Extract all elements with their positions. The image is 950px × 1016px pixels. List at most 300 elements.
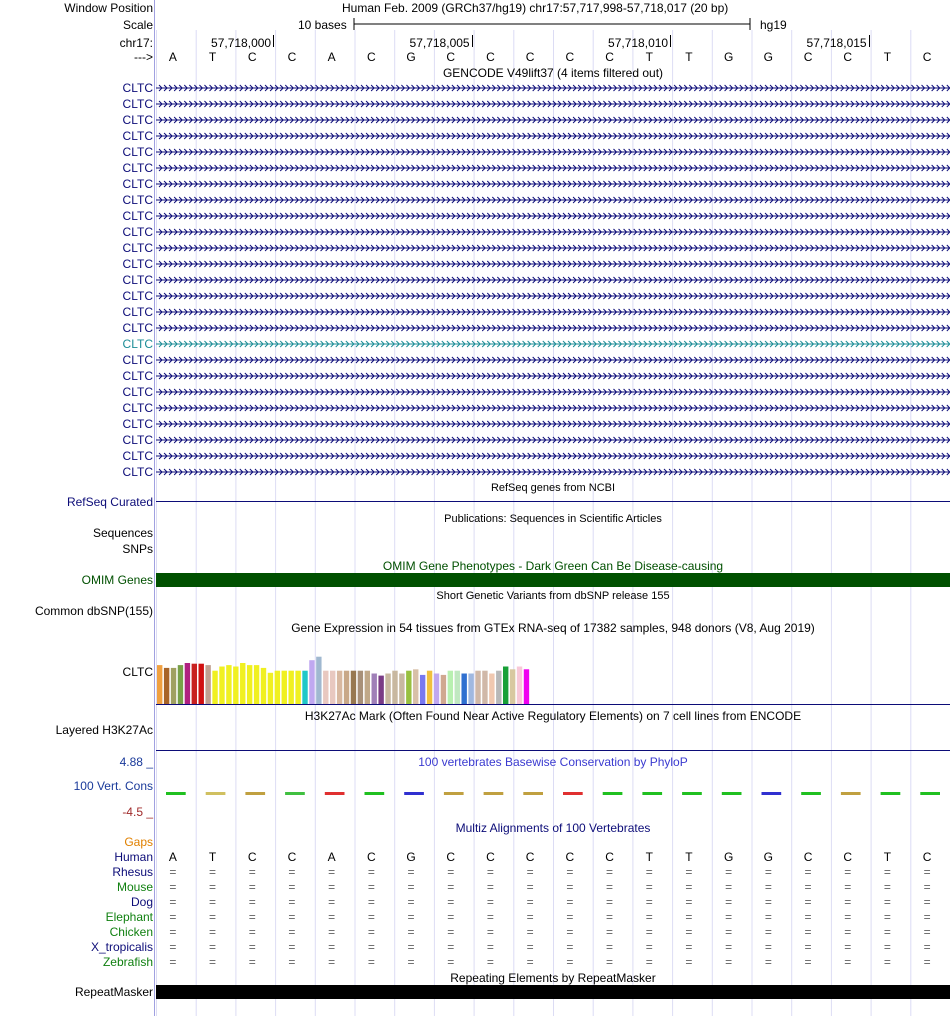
gtex-tissue-bar[interactable] (337, 671, 342, 705)
multiz-match-symbol: = (645, 910, 653, 924)
multiz-match-symbol: = (725, 865, 733, 879)
gencode-transcript-feature[interactable] (156, 258, 950, 270)
publications-sequences-label[interactable]: Sequences (92, 526, 153, 540)
multiz-human-base: T (645, 850, 653, 864)
sequence-base: C (247, 50, 257, 64)
gtex-tissue-bar[interactable] (254, 665, 259, 705)
gtex-tissue-bar[interactable] (247, 665, 252, 705)
multiz-gaps-label[interactable]: Gaps (124, 835, 153, 849)
gencode-transcript-feature[interactable] (156, 98, 950, 110)
multiz-match-symbol: = (566, 865, 574, 879)
multiz-match-symbol: = (328, 910, 336, 924)
multiz-match-symbol: = (328, 955, 336, 969)
gtex-tissue-bar[interactable] (219, 667, 224, 706)
multiz-match-symbol: = (288, 880, 296, 894)
gencode-transcript-label[interactable]: CLTC (122, 129, 153, 143)
multiz-match-symbol: = (367, 910, 375, 924)
multiz-match-symbol: = (685, 955, 693, 969)
multiz-match-symbol: = (883, 940, 891, 954)
scale-bases-text: 10 bases (298, 18, 347, 32)
gtex-tissue-bar[interactable] (378, 676, 383, 705)
multiz-match-symbol: = (407, 895, 415, 909)
gencode-transcript-label[interactable]: CLTC (122, 81, 153, 95)
multiz-match-symbol: = (645, 880, 653, 894)
multiz-match-symbol: = (288, 940, 296, 954)
gtex-tissue-bar[interactable] (510, 669, 515, 705)
multiz-match-symbol: = (447, 865, 455, 879)
gtex-tissue-bar[interactable] (178, 665, 183, 705)
gtex-tissue-bar[interactable] (503, 667, 508, 706)
multiz-match-symbol: = (248, 925, 256, 939)
phylop-score-mark (285, 792, 305, 795)
gencode-transcript-feature[interactable] (156, 402, 950, 414)
sequence-base: C (525, 50, 535, 64)
sequence-base: C (486, 50, 495, 64)
multiz-match-symbol: = (685, 895, 693, 909)
multiz-match-symbol: = (606, 955, 614, 969)
phylop-score-mark (762, 792, 782, 795)
multiz-match-symbol: = (407, 940, 415, 954)
gtex-tissue-bar[interactable] (157, 665, 162, 705)
gencode-transcript-feature[interactable] (156, 450, 950, 462)
omim-label[interactable]: OMIM Genes (81, 573, 153, 587)
multiz-match-symbol: = (447, 925, 455, 939)
multiz-match-symbol: = (566, 925, 574, 939)
gtex-tissue-bar[interactable] (295, 671, 300, 705)
ruler-tick-label: 57,718,000 (211, 36, 272, 50)
multiz-match-symbol: = (367, 895, 375, 909)
multiz-match-symbol: = (169, 895, 177, 909)
phylop-score-mark (801, 792, 821, 795)
gencode-transcript-label[interactable]: CLTC (122, 449, 153, 463)
multiz-match-symbol: = (883, 910, 891, 924)
multiz-match-symbol: = (367, 955, 375, 969)
multiz-match-symbol: = (407, 880, 415, 894)
multiz-match-symbol: = (486, 925, 494, 939)
dbsnp-label[interactable]: Common dbSNP(155) (34, 604, 153, 618)
gencode-transcript-label[interactable]: CLTC (122, 209, 153, 223)
refseq-label[interactable]: RefSeq Curated (66, 495, 153, 509)
sequence-base: C (446, 50, 456, 64)
gtex-bar-chart[interactable] (156, 635, 556, 705)
multiz-match-symbol: = (328, 940, 336, 954)
multiz-match-symbol: = (764, 925, 772, 939)
gtex-tissue-bar[interactable] (330, 671, 335, 705)
gtex-tissue-bar[interactable] (344, 671, 349, 705)
multiz-match-symbol: = (725, 880, 733, 894)
multiz-match-symbol: = (407, 910, 415, 924)
gencode-transcript-feature[interactable] (156, 162, 950, 174)
multiz-species-label[interactable]: Zebrafish (102, 955, 153, 969)
gtex-tissue-bar[interactable] (323, 671, 328, 705)
multiz-match-symbol: = (923, 925, 931, 939)
phylop-score-mark (563, 792, 583, 795)
gencode-transcript-feature[interactable] (156, 194, 950, 206)
gencode-transcript-feature[interactable] (156, 242, 950, 254)
multiz-match-symbol: = (169, 955, 177, 969)
gencode-transcript-feature[interactable] (156, 338, 950, 350)
phylop-score-mark (166, 792, 186, 795)
sequence-base: C (605, 50, 614, 64)
multiz-match-symbol: = (606, 925, 614, 939)
gtex-tissue-bar[interactable] (309, 660, 314, 705)
gencode-transcript-feature[interactable] (156, 178, 950, 190)
gtex-tissue-bar[interactable] (385, 674, 390, 706)
multiz-human-base: C (287, 850, 297, 864)
gencode-transcript-feature[interactable] (156, 130, 950, 142)
sequence-base: C (803, 50, 813, 64)
label-separator (154, 0, 155, 1016)
multiz-match-symbol: = (288, 895, 296, 909)
multiz-match-symbol: = (923, 955, 931, 969)
gencode-transcript-feature[interactable] (156, 114, 950, 126)
multiz-match-symbol: = (804, 910, 812, 924)
gencode-transcript-label[interactable]: CLTC (122, 337, 153, 351)
gtex-tissue-bar[interactable] (199, 664, 204, 705)
gtex-tissue-bar[interactable] (212, 671, 217, 705)
multiz-match-symbol: = (209, 895, 217, 909)
gtex-tissue-bar[interactable] (399, 674, 404, 706)
multiz-match-symbol: = (447, 880, 455, 894)
gtex-tissue-bar[interactable] (351, 671, 356, 705)
multiz-match-symbol: = (606, 880, 614, 894)
multiz-human-base: T (685, 850, 693, 864)
ruler-tick-mark (472, 35, 473, 47)
gencode-transcript-feature[interactable] (156, 322, 950, 334)
gencode-transcript-feature[interactable] (156, 226, 950, 238)
gtex-tissue-bar[interactable] (302, 671, 307, 705)
sequence-base: T (208, 50, 217, 64)
gtex-tissue-bar[interactable] (288, 671, 293, 705)
gencode-transcript-label[interactable]: CLTC (122, 161, 153, 175)
multiz-match-symbol: = (367, 925, 375, 939)
multiz-match-symbol: = (566, 895, 574, 909)
repeatmasker-label[interactable]: RepeatMasker (74, 985, 153, 999)
gencode-transcript-label[interactable]: CLTC (122, 465, 153, 479)
multiz-match-symbol: = (844, 940, 852, 954)
multiz-match-symbol: = (209, 940, 217, 954)
multiz-match-symbol: = (526, 925, 534, 939)
multiz-match-symbol: = (566, 955, 574, 969)
gencode-transcript-label[interactable]: CLTC (122, 401, 153, 415)
gencode-transcript-label[interactable]: CLTC (122, 321, 153, 335)
multiz-match-symbol: = (526, 955, 534, 969)
gtex-tissue-bar[interactable] (171, 668, 176, 705)
multiz-match-symbol: = (566, 910, 574, 924)
omim-feature[interactable] (156, 573, 950, 587)
multiz-match-symbol: = (685, 925, 693, 939)
multiz-human-base: G (763, 850, 774, 864)
refseq-track-title[interactable]: RefSeq genes from NCBI (490, 482, 616, 494)
gtex-tissue-bar[interactable] (496, 671, 501, 705)
multiz-human-base: C (922, 850, 932, 864)
multiz-human-base: C (525, 850, 535, 864)
gtex-tissue-bar[interactable] (275, 671, 280, 705)
multiz-match-symbol: = (923, 895, 931, 909)
gencode-transcript-label[interactable]: CLTC (122, 433, 153, 447)
phylop-score-mark (404, 792, 424, 795)
multiz-human-base: A (327, 850, 336, 864)
multiz-match-symbol: = (209, 925, 217, 939)
gencode-transcript-feature[interactable] (156, 210, 950, 222)
multiz-match-symbol: = (169, 865, 177, 879)
gtex-tissue-bar[interactable] (240, 663, 245, 705)
sequence-base: G (406, 50, 416, 64)
multiz-species-label[interactable]: Human (114, 850, 153, 864)
gencode-transcript-label[interactable]: CLTC (122, 385, 153, 399)
gencode-transcript-feature[interactable] (156, 418, 950, 430)
gtex-tissue-bar[interactable] (420, 675, 425, 705)
gencode-transcript-feature[interactable] (156, 290, 950, 302)
multiz-species-label[interactable]: Elephant (105, 910, 153, 924)
gtex-tissue-bar[interactable] (392, 671, 397, 705)
sequence-base: G (723, 50, 734, 64)
multiz-match-symbol: = (804, 925, 812, 939)
sequence-base: C (843, 50, 853, 64)
multiz-human-base: G (723, 850, 734, 864)
multiz-match-symbol: = (685, 940, 693, 954)
gencode-transcript-feature[interactable] (156, 274, 950, 286)
gencode-transcript-feature[interactable] (156, 434, 950, 446)
gencode-transcript-label[interactable]: CLTC (122, 257, 153, 271)
multiz-match-symbol: = (447, 940, 455, 954)
gencode-transcript-feature[interactable] (156, 82, 950, 94)
gtex-tissue-bar[interactable] (448, 671, 453, 705)
multiz-match-symbol: = (526, 880, 534, 894)
sequence-base: C (367, 50, 376, 64)
multiz-match-symbol: = (248, 880, 256, 894)
gtex-tissue-bar[interactable] (192, 664, 197, 705)
phylop-score-mark (642, 792, 662, 795)
gencode-transcript-feature[interactable] (156, 386, 950, 398)
gencode-transcript-label[interactable]: CLTC (122, 177, 153, 191)
multiz-match-symbol: = (248, 895, 256, 909)
multiz-match-symbol: = (606, 865, 614, 879)
multiz-match-symbol: = (923, 865, 931, 879)
multiz-match-symbol: = (764, 955, 772, 969)
phylop-score-mark (444, 792, 464, 795)
multiz-match-symbol: = (367, 865, 375, 879)
multiz-match-symbol: = (328, 925, 336, 939)
refseq-feature[interactable] (156, 495, 950, 507)
gtex-tissue-bar[interactable] (455, 671, 460, 705)
gtex-tissue-bar[interactable] (185, 663, 190, 705)
phylop-score-mark (365, 792, 385, 795)
multiz-match-symbol: = (169, 940, 177, 954)
phylop-track-title[interactable]: 100 vertebrates Basewise Conservation by PhyloP (418, 755, 688, 769)
multiz-match-symbol: = (328, 880, 336, 894)
multiz-human-base: C (446, 850, 456, 864)
gtex-tissue-bar[interactable] (489, 674, 494, 706)
multiz-species-label[interactable]: Chicken (109, 925, 153, 939)
repeatmasker-feature[interactable] (156, 985, 950, 999)
ruler-tick-mark (869, 35, 870, 47)
gencode-transcript-label[interactable]: CLTC (122, 369, 153, 383)
phylop-score-mark (245, 792, 265, 795)
multiz-match-symbol: = (764, 910, 772, 924)
multiz-match-symbol: = (645, 955, 653, 969)
multiz-match-symbol: = (169, 925, 177, 939)
multiz-match-symbol: = (883, 865, 891, 879)
gencode-transcript-label[interactable]: CLTC (122, 113, 153, 127)
multiz-match-symbol: = (804, 940, 812, 954)
multiz-match-symbol: = (923, 880, 931, 894)
multiz-match-symbol: = (923, 910, 931, 924)
gtex-tissue-bar[interactable] (406, 671, 411, 705)
multiz-human-base: C (367, 850, 376, 864)
multiz-match-symbol: = (367, 940, 375, 954)
multiz-match-symbol: = (725, 910, 733, 924)
h3k27ac-track-title[interactable]: H3K27Ac Mark (Often Found Near Active Regulatory Elements) on 7 cell lines from ENCODE (304, 709, 802, 723)
gencode-transcript-label[interactable]: CLTC (122, 417, 153, 431)
sequence-base: C (565, 50, 575, 64)
gtex-tissue-bar[interactable] (482, 671, 487, 705)
multiz-match-symbol: = (447, 895, 455, 909)
gencode-transcript-feature[interactable] (156, 306, 950, 318)
multiz-match-symbol: = (685, 910, 693, 924)
gencode-transcript-label[interactable]: CLTC (122, 193, 153, 207)
gtex-tissue-bar[interactable] (427, 671, 432, 705)
gtex-tissue-bar[interactable] (261, 668, 266, 705)
gtex-track-title[interactable]: Gene Expression in 54 tissues from GTEx RNA-seq of 17382 samples, 948 donors (V8, Aug 2019) (291, 621, 815, 635)
sequence-base: C (287, 50, 297, 64)
gencode-transcript-feature[interactable] (156, 466, 950, 478)
multiz-match-symbol: = (725, 895, 733, 909)
gencode-transcript-label[interactable]: CLTC (122, 145, 153, 159)
repeatmasker-track-title[interactable]: Repeating Elements by RepeatMasker (450, 971, 656, 985)
gencode-transcript-label[interactable]: CLTC (122, 273, 153, 287)
phylop-score-mark (484, 792, 504, 795)
gencode-transcript-feature[interactable] (156, 146, 950, 158)
gtex-tissue-bar[interactable] (441, 675, 446, 705)
gtex-tissue-bar[interactable] (524, 669, 529, 705)
multiz-match-symbol: = (685, 865, 693, 879)
multiz-match-symbol: = (209, 910, 217, 924)
gtex-tissue-bar[interactable] (475, 671, 480, 705)
multiz-match-symbol: = (725, 955, 733, 969)
sequence-base: T (685, 50, 693, 64)
multiz-match-symbol: = (883, 925, 891, 939)
gencode-transcript-feature[interactable] (156, 370, 950, 382)
multiz-match-symbol: = (645, 940, 653, 954)
gtex-tissue-bar[interactable] (164, 668, 169, 705)
phylop-label[interactable]: 100 Vert. Cons (73, 779, 153, 793)
multiz-match-symbol: = (685, 880, 693, 894)
multiz-match-symbol: = (447, 955, 455, 969)
gencode-transcript-label[interactable]: CLTC (122, 289, 153, 303)
omim-track-title[interactable]: OMIM Gene Phenotypes - Dark Green Can Be Disease-causing (382, 559, 724, 573)
gencode-transcript-label[interactable]: CLTC (122, 241, 153, 255)
multiz-species-label[interactable]: X_tropicalis (90, 940, 153, 954)
multiz-match-symbol: = (526, 940, 534, 954)
phylop-logo[interactable] (156, 786, 950, 810)
multiz-match-symbol: = (486, 895, 494, 909)
gencode-transcript-label[interactable]: CLTC (122, 353, 153, 367)
multiz-match-symbol: = (844, 910, 852, 924)
gtex-tissue-bar[interactable] (461, 674, 466, 706)
multiz-match-symbol: = (883, 880, 891, 894)
multiz-match-symbol: = (328, 895, 336, 909)
multiz-match-symbol: = (407, 865, 415, 879)
gtex-tissue-bar[interactable] (282, 671, 287, 705)
multiz-human-base: C (247, 850, 257, 864)
h3k27ac-label[interactable]: Layered H3K27Ac (55, 723, 153, 737)
multiz-match-symbol: = (447, 910, 455, 924)
multiz-match-symbol: = (764, 895, 772, 909)
multiz-match-symbol: = (169, 880, 177, 894)
multiz-match-symbol: = (288, 910, 296, 924)
gtex-tissue-bar[interactable] (372, 674, 377, 706)
multiz-match-symbol: = (725, 925, 733, 939)
sequence-base: C (922, 50, 932, 64)
multiz-match-symbol: = (923, 940, 931, 954)
multiz-species-label[interactable]: Mouse (116, 880, 153, 894)
multiz-match-symbol: = (645, 895, 653, 909)
multiz-match-symbol: = (486, 910, 494, 924)
multiz-human-base: T (883, 850, 892, 864)
multiz-species-label[interactable]: Rhesus (112, 865, 153, 879)
multiz-match-symbol: = (486, 940, 494, 954)
scale-label: Scale (122, 18, 153, 32)
gtex-tissue-bar[interactable] (233, 667, 238, 706)
multiz-match-symbol: = (764, 940, 772, 954)
multiz-match-symbol: = (844, 895, 852, 909)
multiz-match-symbol: = (606, 895, 614, 909)
gtex-tissue-bar[interactable] (205, 665, 210, 705)
multiz-species-label[interactable]: Dog (130, 895, 153, 909)
multiz-match-symbol: = (367, 880, 375, 894)
sequence-base: G (763, 50, 774, 64)
gtex-gene-label[interactable]: CLTC (122, 665, 153, 679)
publications-track-title[interactable]: Publications: Sequences in Scientific Articles (444, 513, 662, 525)
gtex-tissue-bar[interactable] (358, 671, 363, 705)
gencode-transcript-label[interactable]: CLTC (122, 97, 153, 111)
gencode-transcript-feature[interactable] (156, 354, 950, 366)
gtex-tissue-bar[interactable] (316, 657, 321, 705)
ruler-tick-mark (670, 35, 671, 47)
sequence-base: T (645, 50, 653, 64)
multiz-match-symbol: = (645, 865, 653, 879)
multiz-match-symbol: = (248, 865, 256, 879)
gtex-tissue-bar[interactable] (226, 665, 231, 705)
gencode-transcript-label[interactable]: CLTC (122, 225, 153, 239)
gtex-tissue-bar[interactable] (468, 674, 473, 706)
gencode-transcript-label[interactable]: CLTC (122, 305, 153, 319)
phylop-score-mark (325, 792, 345, 795)
multiz-match-symbol: = (883, 955, 891, 969)
multiz-track-title[interactable]: Multiz Alignments of 100 Vertebrates (455, 821, 651, 835)
multiz-match-symbol: = (248, 940, 256, 954)
multiz-match-symbol: = (764, 880, 772, 894)
sequence-base: A (327, 50, 336, 64)
gencode-track-title[interactable]: GENCODE V49lift37 (4 items filtered out) (442, 66, 664, 80)
chrom-label: chr17: (119, 36, 153, 50)
dbsnp-track-title[interactable]: Short Genetic Variants from dbSNP release 155 (436, 590, 670, 602)
gtex-tissue-bar[interactable] (268, 673, 273, 705)
multiz-match-symbol: = (804, 865, 812, 879)
gtex-tissue-bar[interactable] (434, 674, 439, 706)
multiz-match-symbol: = (844, 865, 852, 879)
h3k27ac-baseline (156, 750, 950, 751)
ruler-tick-mark (273, 35, 274, 47)
window-position-value: Human Feb. 2009 (GRCh37/hg19) chr17:57,717,998-57,718,017 (20 bp) (342, 1, 729, 15)
gtex-tissue-bar[interactable] (365, 671, 370, 705)
phylop-score-mark (206, 792, 226, 795)
multiz-match-symbol: = (764, 865, 772, 879)
gtex-tissue-bar[interactable] (517, 667, 522, 706)
gtex-tissue-bar[interactable] (413, 669, 418, 705)
publications-snps-label[interactable]: SNPs (122, 542, 153, 556)
